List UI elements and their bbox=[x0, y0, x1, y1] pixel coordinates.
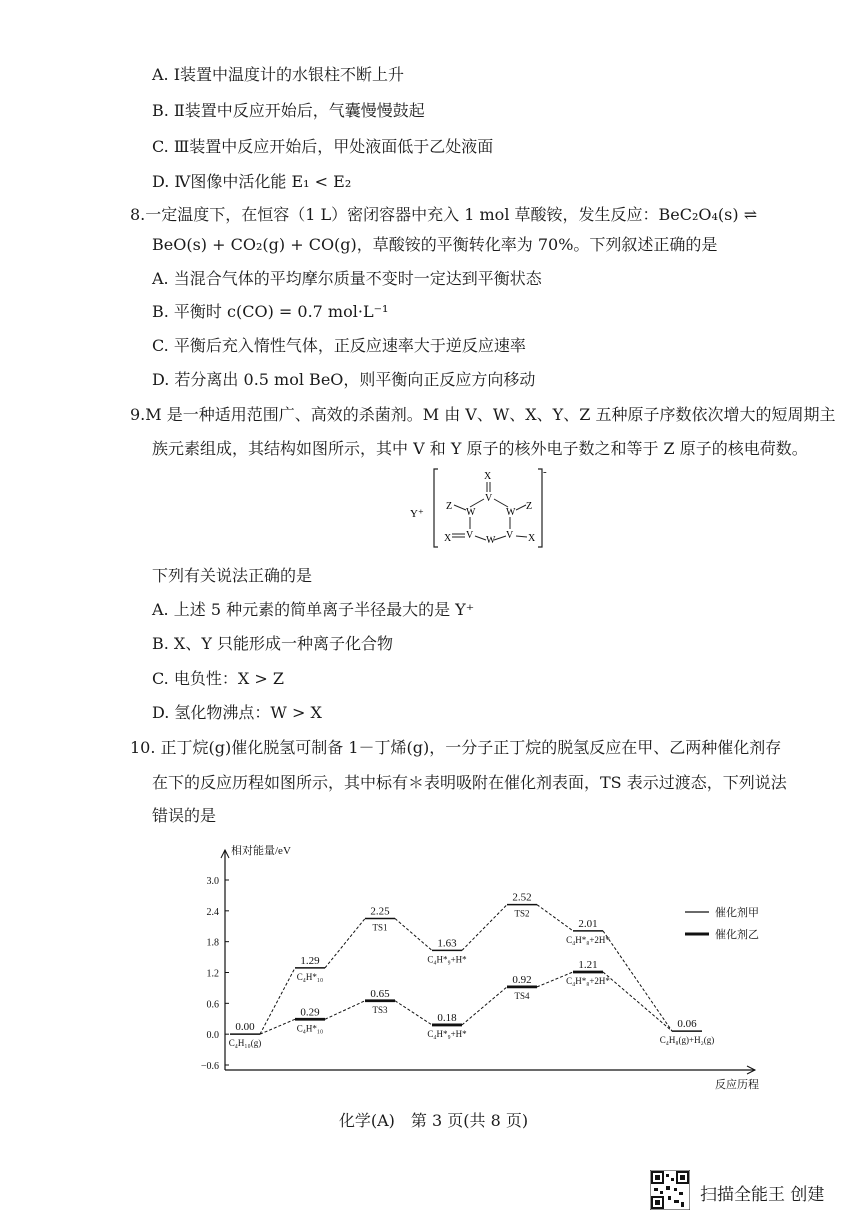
struct-v-top: V bbox=[485, 493, 493, 504]
q9-stem-line1: 9.M 是一种适用范围广、高效的杀菌剂。M 由 V、W、X、Y、Z 五种原子序数依次增大的短周期主 bbox=[130, 405, 836, 424]
y-axis-label: 相对能量/eV bbox=[231, 845, 291, 857]
struct-x-top: X bbox=[484, 471, 492, 482]
state-label-jia: C₄H*₈+2H* bbox=[566, 934, 610, 945]
connector-line bbox=[395, 919, 432, 951]
q7-option-c: C. Ⅲ装置中反应开始后，甲处液面低于乙处液面 bbox=[152, 137, 494, 156]
struct-z-left: Z bbox=[446, 501, 453, 512]
struct-v-left: V bbox=[466, 530, 474, 541]
connector-line bbox=[260, 1019, 295, 1034]
connector-line bbox=[395, 1001, 432, 1025]
q9-option-a: A. 上述 5 种元素的简单离子半径最大的是 Y⁺ bbox=[152, 600, 475, 619]
connector-line bbox=[603, 931, 672, 1031]
value-label-jia: 0.06 bbox=[677, 1018, 697, 1031]
legend-label-yi: 催化剂乙 bbox=[715, 929, 759, 941]
connector-line bbox=[325, 919, 365, 968]
value-label-yi: 0.65 bbox=[370, 987, 390, 1000]
state-label-jia: C₄H*₉+H* bbox=[427, 954, 467, 965]
state-label-yi: TS4 bbox=[514, 990, 530, 1001]
struct-w-bottom: W bbox=[486, 535, 496, 546]
q8-stem-line2: BeO(s) + CO₂(g) + CO(g)，草酸铵的平衡转化率为 70%。下列叙述正确的是 bbox=[152, 235, 718, 254]
y-tick-label: 1.8 bbox=[206, 937, 219, 949]
q9-option-b: B. X、Y 只能形成一种离子化合物 bbox=[152, 634, 393, 653]
state-label-yi: C₄H*₉+H* bbox=[427, 1028, 467, 1039]
value-label-jia: 1.29 bbox=[300, 954, 320, 967]
struct-charge: - bbox=[543, 466, 547, 478]
value-label-jia: 1.63 bbox=[437, 937, 457, 950]
q10-stem-line1: 10. 正丁烷(g)催化脱氢可制备 1－丁烯(g)，一分子正丁烷的脱氢反应在甲、乙两种催化剂存 bbox=[130, 738, 782, 757]
q9-stem-line2: 族元素组成，其结构如图所示，其中 V 和 Y 原子的核外电子数之和等于 Z 原子的核电荷数。 bbox=[152, 439, 808, 458]
value-label-jia: 0.00 bbox=[235, 1021, 255, 1034]
state-label-jia: TS1 bbox=[372, 922, 388, 933]
state-label-yi: C₄H*₁₀ bbox=[296, 1023, 324, 1034]
q8-option-c: C. 平衡后充入惰性气体，正反应速率大于逆反应速率 bbox=[152, 336, 526, 355]
struct-x-right: X bbox=[528, 533, 536, 544]
q10-stem-line2: 在下的反应历程如图所示，其中标有＊表明吸附在催化剂表面，TS 表示过渡态，下列说法 bbox=[152, 773, 787, 792]
legend-label-jia: 催化剂甲 bbox=[715, 907, 759, 919]
q9-structure-diagram bbox=[410, 465, 560, 550]
y-tick-label: 2.4 bbox=[206, 906, 219, 918]
q9-option-d: D. 氢化物沸点：W > X bbox=[152, 703, 322, 722]
q8-option-a: A. 当混合气体的平均摩尔质量不变时一定达到平衡状态 bbox=[152, 269, 542, 288]
struct-z-right: Z bbox=[526, 501, 533, 512]
scan-label: 扫描全能王 创建 bbox=[700, 1185, 825, 1205]
state-label-jia: C₄H*₁₀ bbox=[296, 971, 324, 982]
y-tick-label: 0.6 bbox=[206, 999, 219, 1011]
q9-option-c: C. 电负性：X > Z bbox=[152, 669, 284, 688]
connector-line bbox=[462, 905, 507, 951]
value-label-yi: 0.18 bbox=[437, 1011, 457, 1024]
value-label-yi: 0.29 bbox=[300, 1006, 320, 1019]
connector-line bbox=[325, 1001, 365, 1020]
value-label-jia: 2.52 bbox=[512, 891, 532, 904]
struct-v-right: V bbox=[506, 530, 514, 541]
y-tick-label: 0.0 bbox=[206, 1030, 219, 1042]
scan-watermark bbox=[650, 1170, 860, 1210]
struct-cation: Y⁺ bbox=[410, 508, 424, 520]
y-tick-label: 1.2 bbox=[206, 968, 219, 980]
state-label-yi: TS3 bbox=[372, 1004, 388, 1015]
q7-option-b: B. Ⅱ装置中反应开始后，气囊慢慢鼓起 bbox=[152, 101, 425, 120]
q10-stem-line3: 错误的是 bbox=[152, 806, 217, 825]
struct-w-left: W bbox=[466, 507, 476, 518]
q8-option-b: B. 平衡时 c(CO) = 0.7 mol·L⁻¹ bbox=[152, 302, 389, 321]
state-label-jia: C₄H₁₀(g) bbox=[228, 1038, 262, 1049]
q8-option-d: D. 若分离出 0.5 mol BeO，则平衡向正反应方向移动 bbox=[152, 370, 536, 389]
q9-prompt: 下列有关说法正确的是 bbox=[152, 566, 313, 585]
state-label-jia: TS2 bbox=[514, 908, 530, 919]
state-label-yi: C₄H*₈+2H* bbox=[566, 975, 610, 986]
connector-line bbox=[462, 987, 507, 1025]
value-label-yi: 0.92 bbox=[512, 973, 532, 986]
connector-line bbox=[537, 905, 573, 931]
y-tick-label: −0.6 bbox=[200, 1061, 219, 1072]
state-label-jia: C₄H₈(g)+H₂(g) bbox=[659, 1035, 715, 1046]
page-footer: 化学(A) 第 3 页(共 8 页) bbox=[338, 1111, 529, 1130]
q7-option-d: D. Ⅳ图像中活化能 E₁ < E₂ bbox=[152, 172, 352, 191]
struct-x-left: X bbox=[444, 533, 452, 544]
y-tick-label: 3.0 bbox=[206, 876, 219, 887]
energy-profile-chart bbox=[195, 840, 795, 1090]
value-label-jia: 2.25 bbox=[370, 905, 390, 918]
value-label-jia: 2.01 bbox=[578, 917, 598, 930]
qr-code-icon bbox=[650, 1170, 690, 1210]
connector-line bbox=[260, 968, 295, 1034]
x-axis-label: 反应历程 bbox=[715, 1079, 759, 1090]
q7-option-a: A. Ⅰ装置中温度计的水银柱不断上升 bbox=[152, 65, 405, 84]
value-label-yi: 1.21 bbox=[578, 958, 598, 971]
struct-w-right: W bbox=[506, 507, 516, 518]
q8-stem-line1: 8.一定温度下，在恒容（1 L）密闭容器中充入 1 mol 草酸铵，发生反应：BeC₂O₄(s) ⇌ bbox=[130, 205, 758, 224]
